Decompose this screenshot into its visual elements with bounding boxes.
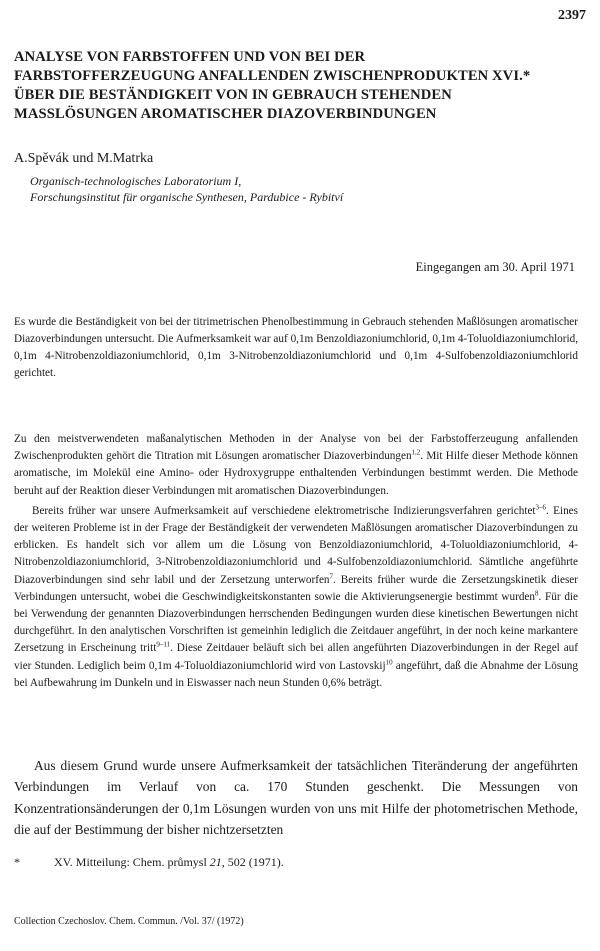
text-run: . Mit Hilfe dieser Methode können aromatische, im Molekül eine Amino- oder Hydroxygruppe enthaltenden Verbindungen bestimmt werden. Die Methode beruht auf der Reaktion dieser Verbindungen mit aromatischen Diazoverbindungen.	[14, 450, 578, 497]
citation-ref: 1,2	[411, 448, 421, 457]
text-run: XV. Mitteilung: Chem. průmysl	[54, 855, 210, 869]
authors: A.Spěvák und M.Matrka	[14, 151, 154, 166]
citation-ref: 7	[329, 571, 333, 580]
affiliation-line: Forschungsinstitut für organische Synthesen, Pardubice - Rybitví	[30, 190, 344, 204]
paragraph	[14, 503, 578, 692]
citation-ref: 8	[535, 589, 539, 598]
page-number: 2397	[558, 8, 586, 23]
citation-ref: 10	[385, 657, 393, 666]
text-run: . Bereits früher wurde die Zersetzungskinetik dieser Verbindungen untersucht, wobei die Geschwindigkeitskonstanten sowie die Aktivierungsenergie bestimmt wurden	[14, 573, 578, 603]
body-text	[14, 431, 578, 695]
abstract: Es wurde die Beständigkeit von bei der titrimetrischen Phenolbestimmung in Gebrauch stehenden Maßlösungen aromatischer Diazoverbindungen untersucht. Die Aufmerksamkeit war auf 0,1m Benzoldiazoniumchlorid, 0,1m 4-Toluoldiazoniumchlorid, 0,1m 4-Nitrobenzoldiazoniumchlorid, 0,1m 3-Nitrobenzoldiazoniumchlorid und 0,1m 4-Sulfobenzoldiazoniumchlorid gerichtet.	[14, 316, 578, 379]
text-run: Zu den meistverwendeten maßanalytischen Methoden in der Analyse von bei der Farbstofferzeugung anfallenden Zwischenprodukten gehört die Titration mit Lösungen aromatischer Diazoverbindungen	[14, 433, 578, 463]
citation-ref: 9–11	[156, 640, 171, 649]
paragraph-large: Aus diesem Grund wurde unsere Aufmerksamkeit der tatsächlichen Titeränderung der angeführten Verbindungen im Verlauf von ca. 170 Stunden geschenkt. Die Messungen von Konzentrationsänderungen der 0,1m Lösungen wurden von uns mit Hilfe der photometrischen Methode, die auf der Bestimmung der bisher nichtzersetzten	[14, 758, 578, 838]
paragraph	[14, 431, 578, 500]
affiliation-line: Organisch-technologisches Laboratorium I,	[30, 174, 242, 188]
footnote-marker: *	[14, 855, 20, 869]
title-line: MASSLÖSUNGEN AROMATISCHER DIAZOVERBINDUNGEN	[14, 106, 437, 122]
journal-volume: 21	[209, 855, 222, 869]
journal-footer: Collection Czechoslov. Chem. Commun. /Vol. 37/ (1972)	[14, 916, 244, 927]
text-run: angeführt, daß die Abnahme der Lösung bei Aufbewahrung im Dunkeln und in Eiswasser nach neun Stunden 0,6% beträgt.	[14, 659, 578, 689]
text-run: Bereits früher war unsere Aufmerksamkeit auf verschiedene elektrometrische Indizierungsverfahren gerichtet	[32, 504, 536, 517]
title-line: ÜBER DIE BESTÄNDIGKEIT VON IN GEBRAUCH STEHENDEN	[14, 87, 452, 103]
title-line: FARBSTOFFERZEUGUNG ANFALLENDEN ZWISCHENPRODUKTEN XVI.*	[14, 68, 531, 84]
title-line: ANALYSE VON FARBSTOFFEN UND VON BEI DER	[14, 49, 366, 65]
text-run: , 502 (1971).	[221, 855, 284, 869]
footnote	[14, 855, 284, 870]
article-title	[14, 48, 580, 124]
text-run: . Diese Zeitdauer beläuft sich bei allen angeführten Diazoverbindungen in der Regel auf vier Stunden. Lediglich beim 0,1m 4-Toluoldiazoniumchlorid wird von Lastovskij	[14, 642, 579, 672]
text-run: . Für die bei Verwendung der genannten Diazoverbindungen herrschenden Bedingungen wurden diese kinetischen Bewertungen nicht durchgeführt. In den analytischen Vorschriften ist gemeinhin lediglich die Zeitdauer angeführt, in der noch keine markantere Zersetzung in Erscheinung tritt	[14, 590, 578, 655]
citation-ref: 3–6	[535, 503, 547, 512]
received-date: Eingegangen am 30. April 1971	[415, 260, 575, 274]
affiliation	[30, 173, 343, 205]
text-run: . Eines der weiteren Probleme ist in der Frage der Beständigkeit der verwendeten Maßlösungen aromatischer Diazoverbindungen zu erblicken. Es handelt sich vor allem um die Lösung von Benzoldiazoniumchlorid, 4-Toluoldiazoniumchlorid, 4-Nitrobenzoldiazoniumchlorid, 3-Nitrobenzoldiazoniumchlorid und 4-Sulfobenzoldiazoniumchlorid. Sämtliche angeführte Diazoverbindungen sind sehr labil und der Zersetzung unterworfen	[14, 504, 578, 586]
